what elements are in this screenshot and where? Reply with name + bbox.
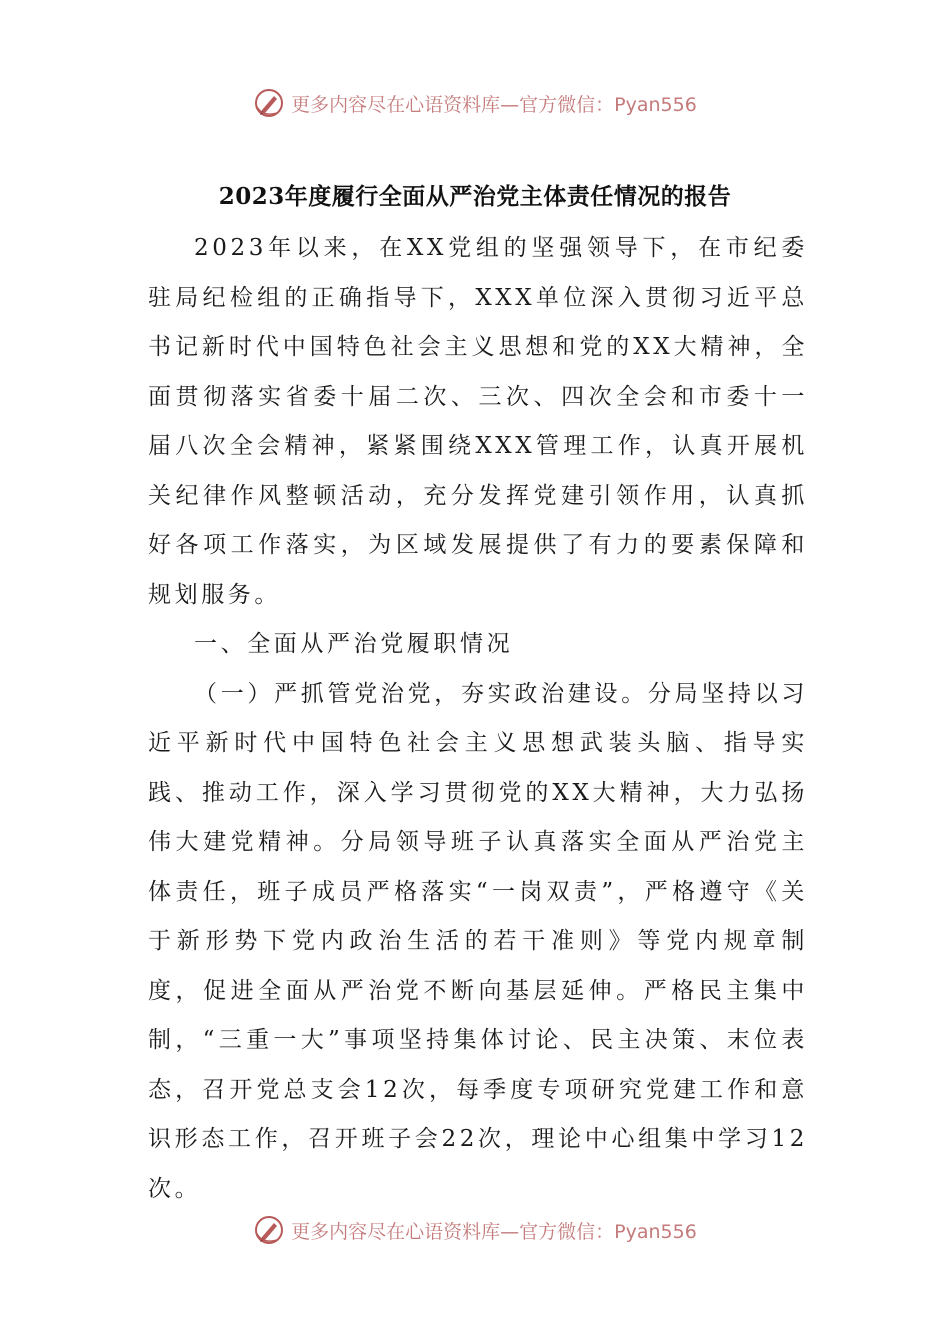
watermark-header bbox=[0, 83, 950, 123]
watermark-footer bbox=[0, 1210, 950, 1250]
pen-circle-logo-icon bbox=[253, 1214, 285, 1246]
paragraph-intro: 2023年以来，在XX党组的坚强领导下，在市纪委驻局纪检组的正确指导下，XXX单位深入贯彻习近平总书记新时代中国特色社会主义思想和党的XX大精神，全面贯彻落实省委十届二次、三次、四次全会和市委十一届八次全会精神，紧紧围绕XXX管理工作，认真开展机关纪律作风整顿活动，充分发挥党建引领作用，认真抓好各项工作落实，为区域发展提供了有力的要素保障和规划服务。 bbox=[148, 235, 808, 608]
section-heading: 一、全面从严治党履职情况 bbox=[194, 631, 514, 657]
watermark-text: 更多内容尽在心语资料库—官方微信：Pyan556 bbox=[291, 1220, 697, 1243]
document-title: 2023年度履行全面从严治党主体责任情况的报告 bbox=[218, 183, 732, 210]
watermark-text: 更多内容尽在心语资料库—官方微信：Pyan556 bbox=[291, 93, 697, 116]
pen-circle-logo-icon bbox=[253, 87, 285, 119]
document-body bbox=[148, 224, 808, 1214]
paragraph-section-1: （一）严抓管党治党，夯实政治建设。分局坚持以习近平新时代中国特色社会主义思想武装头脑、指导实践、推动工作，深入学习贯彻党的XX大精神，大力弘扬伟大建党精神。分局领导班子认真落实全面从严治党主体责任，班子成员严格落实“一岗双责”，严格遵守《关于新形势下党内政治生活的若干准则》等党内规章制度，促进全面从严治党不断向基层延伸。严格民主集中制，“三重一大”事项坚持集体讨论、民主决策、末位表态，召开党总支会12次，每季度专项研究党建工作和意识形态工作，召开班子会22次，理论中心组集中学习12次。 bbox=[148, 680, 808, 1202]
